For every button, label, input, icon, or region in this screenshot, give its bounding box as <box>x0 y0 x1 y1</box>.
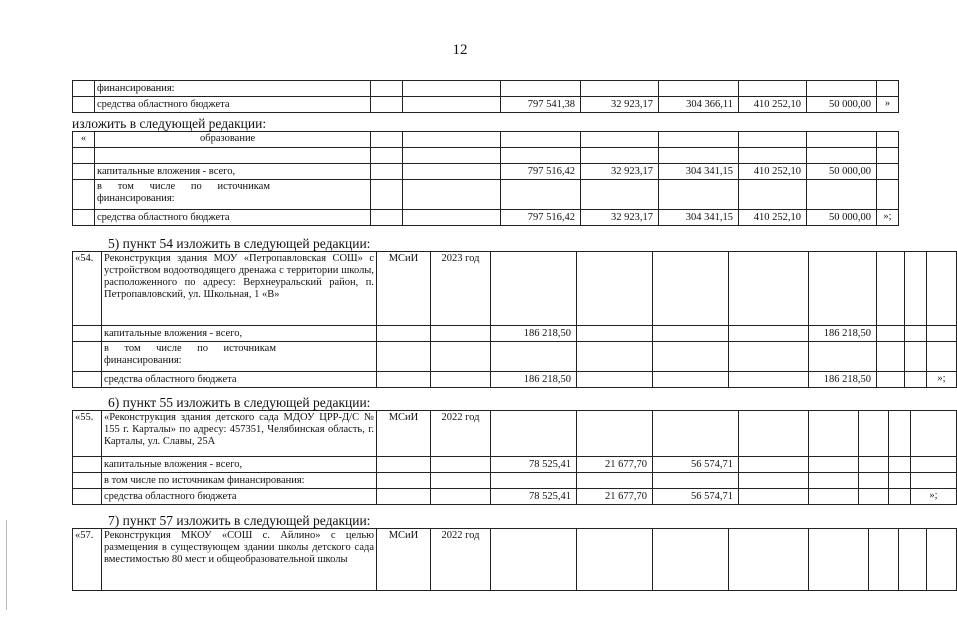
table-point-57 <box>72 528 957 591</box>
row-label-obrazovanie: образование <box>95 132 371 148</box>
table-cell: 304 341,15 <box>659 210 739 226</box>
table-cell: 797 516,42 <box>501 164 581 180</box>
table-cell: 50 000,00 <box>807 97 877 113</box>
closing-quote-semicolon: »; <box>927 372 957 388</box>
table-point-54 <box>72 251 957 388</box>
scan-artifact-line <box>6 520 7 610</box>
table-cell: 50 000,00 <box>807 210 877 226</box>
table-cell: 410 252,10 <box>739 210 807 226</box>
table-cell: 78 525,41 <box>491 457 577 473</box>
table-cell: 32 923,17 <box>581 164 659 180</box>
agency-cell: МСиИ <box>377 252 431 326</box>
table-block-2 <box>72 131 899 226</box>
p54-heading: 5) пункт 54 изложить в следующей редакции: <box>108 236 371 251</box>
table-block-1 <box>72 80 899 113</box>
table-cell: 21 677,70 <box>577 489 653 505</box>
agency-cell: МСиИ <box>377 411 431 457</box>
closing-quote: » <box>877 97 899 113</box>
year-cell: 2023 год <box>431 252 491 326</box>
row-label-regional-budget: средства областного бюджета <box>102 489 377 505</box>
table-cell: 410 252,10 <box>739 97 807 113</box>
row-label-capital: капитальные вложения - всего, <box>102 326 377 342</box>
table-cell: 56 574,71 <box>653 457 739 473</box>
agency-cell: МСиИ <box>377 529 431 591</box>
table-point-55 <box>72 410 957 505</box>
table-cell: 186 218,50 <box>491 326 577 342</box>
p57-heading: 7) пункт 57 изложить в следующей редакции: <box>108 513 371 528</box>
empty-cell <box>73 81 95 97</box>
table-cell: 186 218,50 <box>809 372 877 388</box>
item-name: Реконструкция МКОУ «СОШ с. Айлино» с целью размещения в существующем здании школы детского сада вместимостью 80 мест и общеобразовательной школы <box>102 529 377 591</box>
p55-heading: 6) пункт 55 изложить в следующей редакции: <box>108 395 371 410</box>
row-label-financing: финансирования: <box>95 81 371 97</box>
table-cell: 78 525,41 <box>491 489 577 505</box>
table-cell: 186 218,50 <box>491 372 577 388</box>
table-cell: 56 574,71 <box>653 489 739 505</box>
row-label-incl-sources: в том числе по источникам финансирования: <box>102 342 377 372</box>
item-number: «55. <box>73 411 102 457</box>
table-cell: 797 541,38 <box>501 97 581 113</box>
row-label-capital: капитальные вложения - всего, <box>95 164 371 180</box>
year-cell: 2022 год <box>431 411 491 457</box>
table-cell: 304 341,15 <box>659 164 739 180</box>
opening-quote: « <box>73 132 95 148</box>
table-cell: 21 677,70 <box>577 457 653 473</box>
item-name: «Реконструкция здания детского сада МДОУ ЦРР-Д/С № 155 г. Карталы» по адресу: 457351, Челябинская область, г. Карталы, ул. Славы, 25А <box>102 411 377 457</box>
table-cell: 50 000,00 <box>807 164 877 180</box>
closing-quote-semicolon: »; <box>877 210 899 226</box>
row-label-regional-budget: средства областного бюджета <box>95 210 371 226</box>
page-number: 12 <box>452 42 468 58</box>
row-label-regional-budget: средства областного бюджета <box>95 97 371 113</box>
row-label-incl-sources: в том числе по источникам финансирования: <box>95 180 371 210</box>
item-number: «57. <box>73 529 102 591</box>
table-cell: 797 516,42 <box>501 210 581 226</box>
year-cell: 2022 год <box>431 529 491 591</box>
table-cell: 32 923,17 <box>581 210 659 226</box>
item-number: «54. <box>73 252 102 326</box>
table-cell: 410 252,10 <box>739 164 807 180</box>
closing-quote-semicolon: »; <box>911 489 957 505</box>
row-label-regional-budget: средства областного бюджета <box>102 372 377 388</box>
redaction-heading: изложить в следующей редакции: <box>72 116 267 131</box>
row-label-incl-sources: в том числе по источникам финансирования: <box>102 473 377 489</box>
item-name: Реконструкция здания МОУ «Петропавловская СОШ» с устройством водоотводящего дренажа с территории школы, расположенного по адресу: Верхнеуральский район, п. Петропавловский, ул. Школьная, 1 «В» <box>102 252 377 326</box>
table-cell: 186 218,50 <box>809 326 877 342</box>
table-cell: 304 366,11 <box>659 97 739 113</box>
table-cell: 32 923,17 <box>581 97 659 113</box>
row-label-capital: капитальные вложения - всего, <box>102 457 377 473</box>
